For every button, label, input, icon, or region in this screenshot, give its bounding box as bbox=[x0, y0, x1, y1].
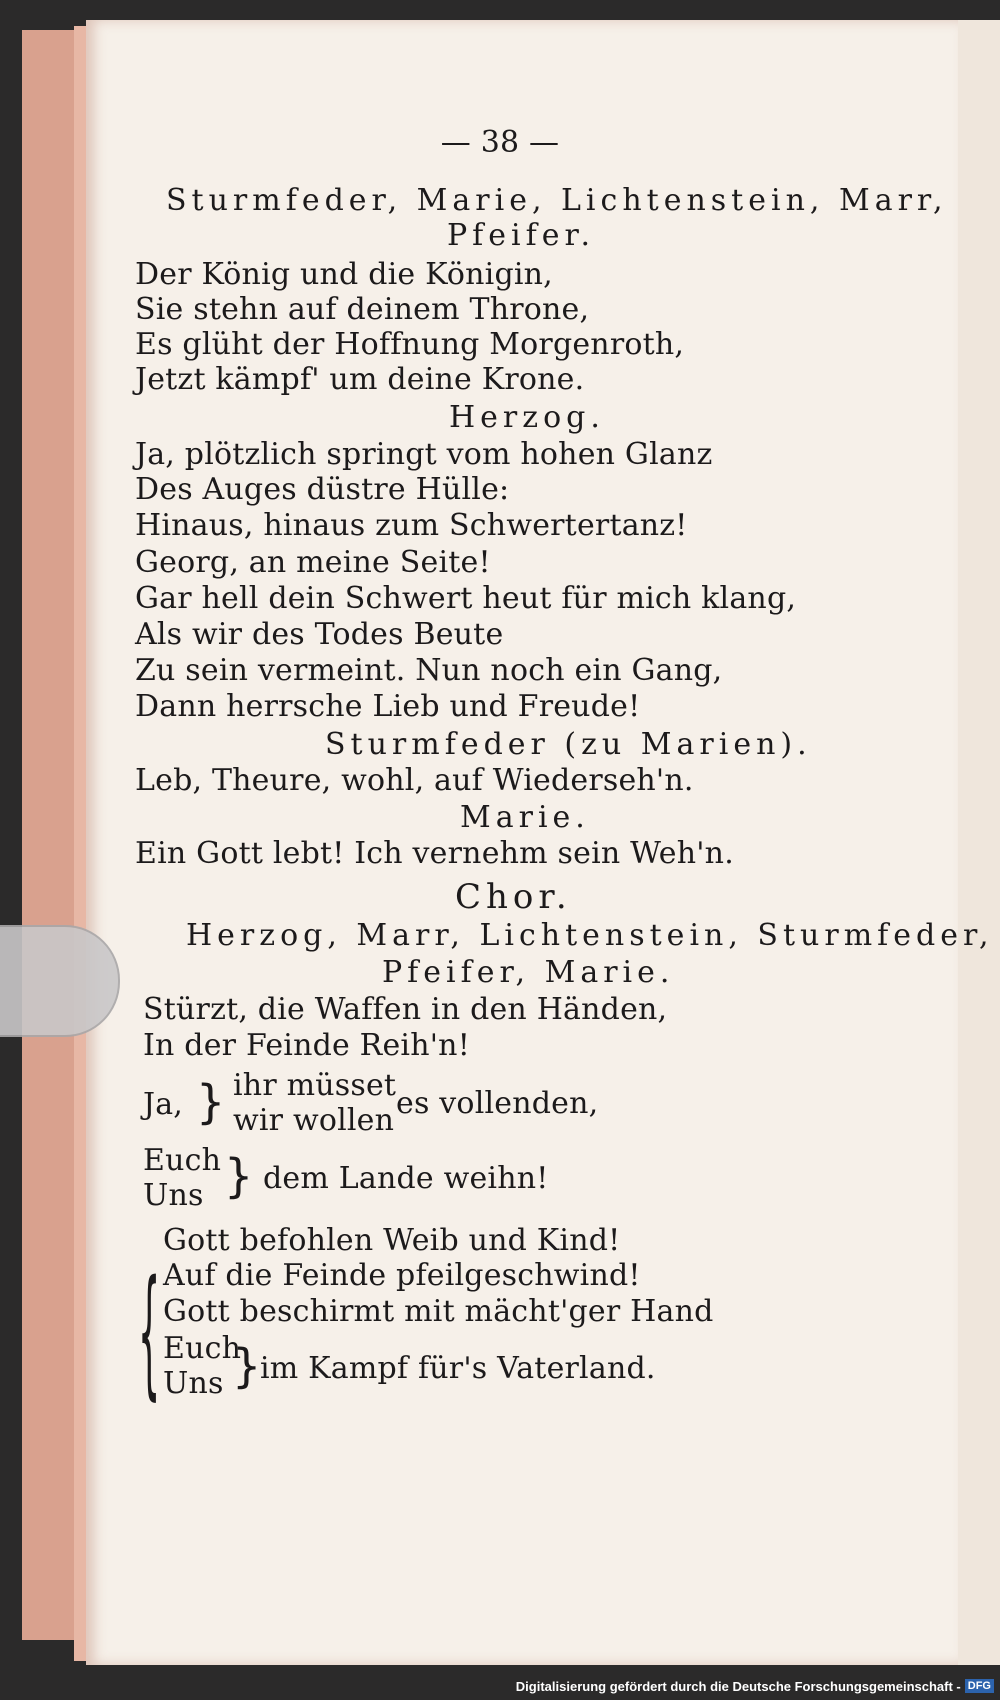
speaker-name: Marie. bbox=[460, 800, 590, 835]
speaker-name: Sturmfeder (zu Marien). bbox=[325, 727, 812, 762]
verse-line: Hinaus, hinaus zum Schwertertanz! bbox=[135, 508, 688, 543]
brace-left: { bbox=[138, 1251, 161, 1414]
speaker-name: Chor. bbox=[455, 877, 572, 917]
verse-line-suffix: es vollenden, bbox=[396, 1086, 599, 1121]
verse-line: Des Auges düstre Hülle: bbox=[135, 472, 510, 507]
page-clip bbox=[0, 925, 120, 1037]
verse-line: Zu sein vermeint. Nun noch ein Gang, bbox=[135, 653, 723, 688]
verse-line: Georg, an meine Seite! bbox=[135, 545, 491, 580]
verse-line: Sie stehn auf deinem Throne, bbox=[135, 292, 590, 327]
verse-line: Auf die Feinde pfeilgeschwind! bbox=[163, 1258, 641, 1293]
footer-attribution bbox=[516, 1674, 994, 1698]
footer-text: Digitalisierung gefördert durch die Deutsche Forschungsgemeinschaft - bbox=[515, 1678, 961, 1694]
brace: } bbox=[196, 1075, 226, 1129]
speaker-line: Herzog, Marr, Lichtenstein, Sturmfeder, bbox=[186, 918, 994, 953]
verse-option: ihr müsset bbox=[233, 1068, 397, 1103]
verse-line: Stürzt, die Waffen in den Händen, bbox=[143, 992, 668, 1027]
next-page-edge bbox=[958, 20, 1000, 1665]
verse-option: Uns bbox=[143, 1178, 204, 1213]
verse-line: Leb, Theure, wohl, auf Wiederseh'n. bbox=[135, 763, 694, 798]
verse-line: Gott beschirmt mit mächt'ger Hand bbox=[163, 1294, 714, 1329]
brace: } bbox=[232, 1339, 262, 1393]
verse-line-suffix: im Kampf für's Vaterland. bbox=[260, 1351, 656, 1386]
speaker-line: Pfeifer. bbox=[447, 218, 596, 253]
speaker-line: Sturmfeder, Marie, Lichtenstein, Marr, bbox=[166, 183, 948, 218]
verse-line: Ja, plötzlich springt vom hohen Glanz bbox=[135, 437, 713, 472]
verse-line: Jetzt kämpf' um deine Krone. bbox=[135, 362, 585, 397]
verse-line-prefix: Ja, bbox=[143, 1087, 184, 1122]
verse-line: Dann herrsche Lieb und Freude! bbox=[135, 689, 641, 724]
verse-option: Uns bbox=[163, 1366, 224, 1401]
verse-line: Der König und die Königin, bbox=[135, 257, 553, 292]
verse-line: Es glüht der Hoffnung Morgenroth, bbox=[135, 327, 685, 362]
brace: } bbox=[224, 1149, 254, 1203]
page-number: — 38 — bbox=[440, 125, 560, 160]
speaker-name: Herzog. bbox=[449, 400, 605, 435]
verse-line: Gott befohlen Weib und Kind! bbox=[163, 1223, 621, 1258]
verse-option: wir wollen bbox=[233, 1103, 395, 1138]
speaker-line: Pfeifer, Marie. bbox=[382, 955, 675, 990]
verse-line-suffix: dem Lande weihn! bbox=[263, 1161, 549, 1196]
verse-line: Gar hell dein Schwert heut für mich klang, bbox=[135, 581, 797, 616]
verse-line: In der Feinde Reih'n! bbox=[143, 1028, 470, 1063]
verse-line: Als wir des Todes Beute bbox=[135, 617, 504, 652]
verse-line: Ein Gott lebt! Ich vernehm sein Weh'n. bbox=[135, 836, 734, 871]
verse-option: Euch bbox=[143, 1143, 222, 1178]
dfg-logo: DFG bbox=[965, 1679, 994, 1693]
verse-option: Euch bbox=[163, 1331, 242, 1366]
